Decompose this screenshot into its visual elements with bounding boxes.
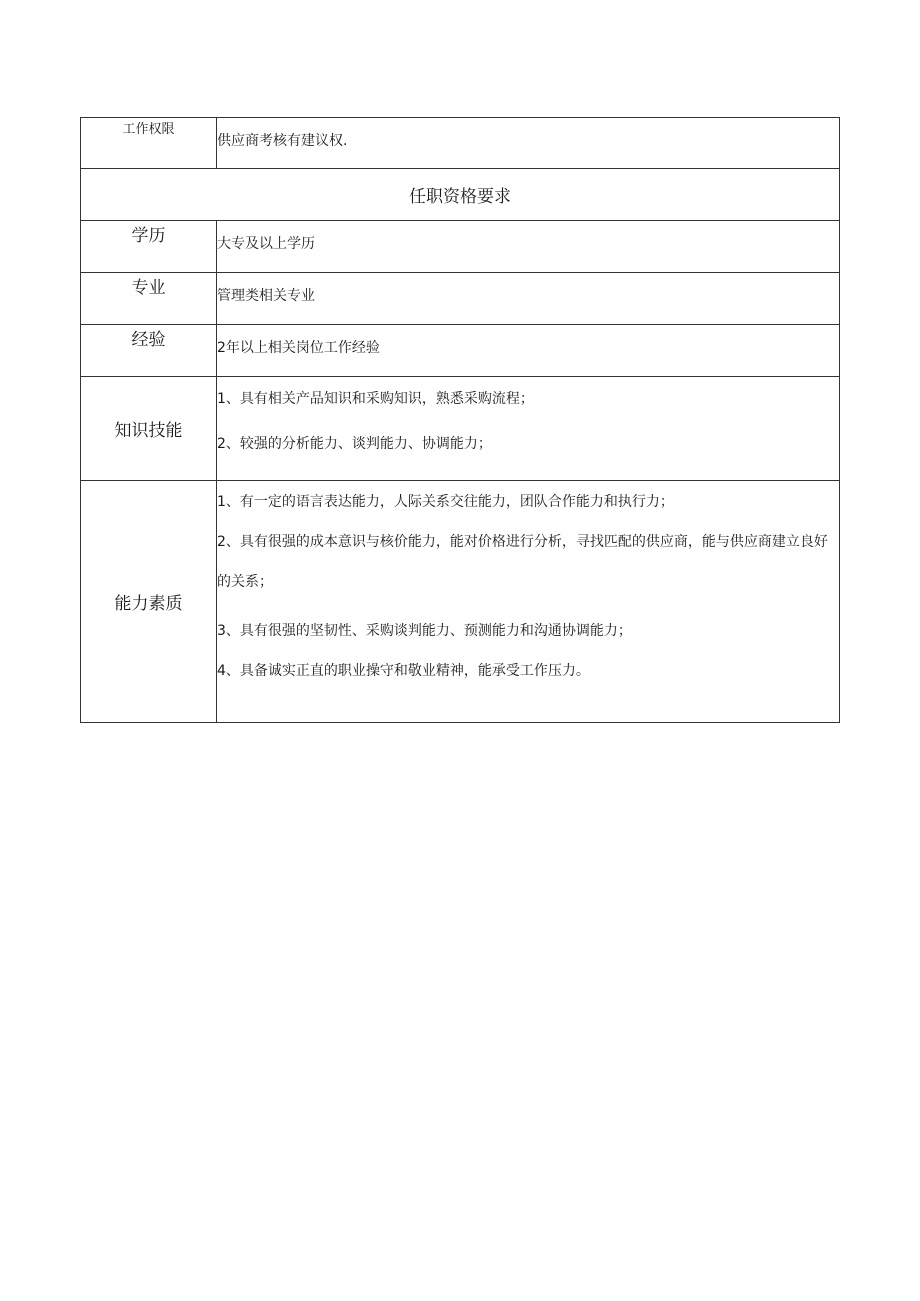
experience-value: 2年以上相关岗位工作经验 bbox=[217, 325, 840, 377]
major-row bbox=[81, 273, 840, 325]
ability-items bbox=[217, 481, 840, 723]
education-label: 学历 bbox=[81, 221, 217, 273]
major-value: 管理类相关专业 bbox=[217, 273, 840, 325]
section-row bbox=[81, 169, 840, 221]
knowledge-items bbox=[217, 377, 840, 481]
knowledge-item: 1、具有相关产品知识和采购知识，熟悉采购流程； bbox=[217, 391, 534, 407]
experience-label: 经验 bbox=[81, 325, 217, 377]
authority-row bbox=[81, 118, 840, 169]
section-title: 任职资格要求 bbox=[81, 169, 840, 221]
experience-row bbox=[81, 325, 840, 377]
authority-value: 供应商考核有建议权. bbox=[217, 118, 840, 169]
authority-label: 工作权限 bbox=[81, 118, 217, 169]
ability-row bbox=[81, 481, 840, 723]
ability-item: 2、具有很强的成本意识与核价能力，能对价格进行分析，寻找匹配的供应商，能与供应商建立良好的关系； bbox=[217, 534, 828, 590]
job-requirements-table bbox=[80, 117, 840, 723]
knowledge-item: 2、较强的分析能力、谈判能力、协调能力； bbox=[217, 436, 492, 452]
ability-item: 1、有一定的语言表达能力，人际关系交往能力，团队合作能力和执行力； bbox=[217, 494, 674, 510]
major-label: 专业 bbox=[81, 273, 217, 325]
ability-label: 能力素质 bbox=[81, 481, 217, 723]
ability-item: 3、具有很强的坚韧性、采购谈判能力、预测能力和沟通协调能力； bbox=[217, 623, 632, 639]
knowledge-label: 知识技能 bbox=[81, 377, 217, 481]
knowledge-row bbox=[81, 377, 840, 481]
education-row bbox=[81, 221, 840, 273]
education-value: 大专及以上学历 bbox=[217, 221, 840, 273]
ability-item: 4、具备诚实正直的职业操守和敬业精神，能承受工作压力。 bbox=[217, 663, 590, 679]
